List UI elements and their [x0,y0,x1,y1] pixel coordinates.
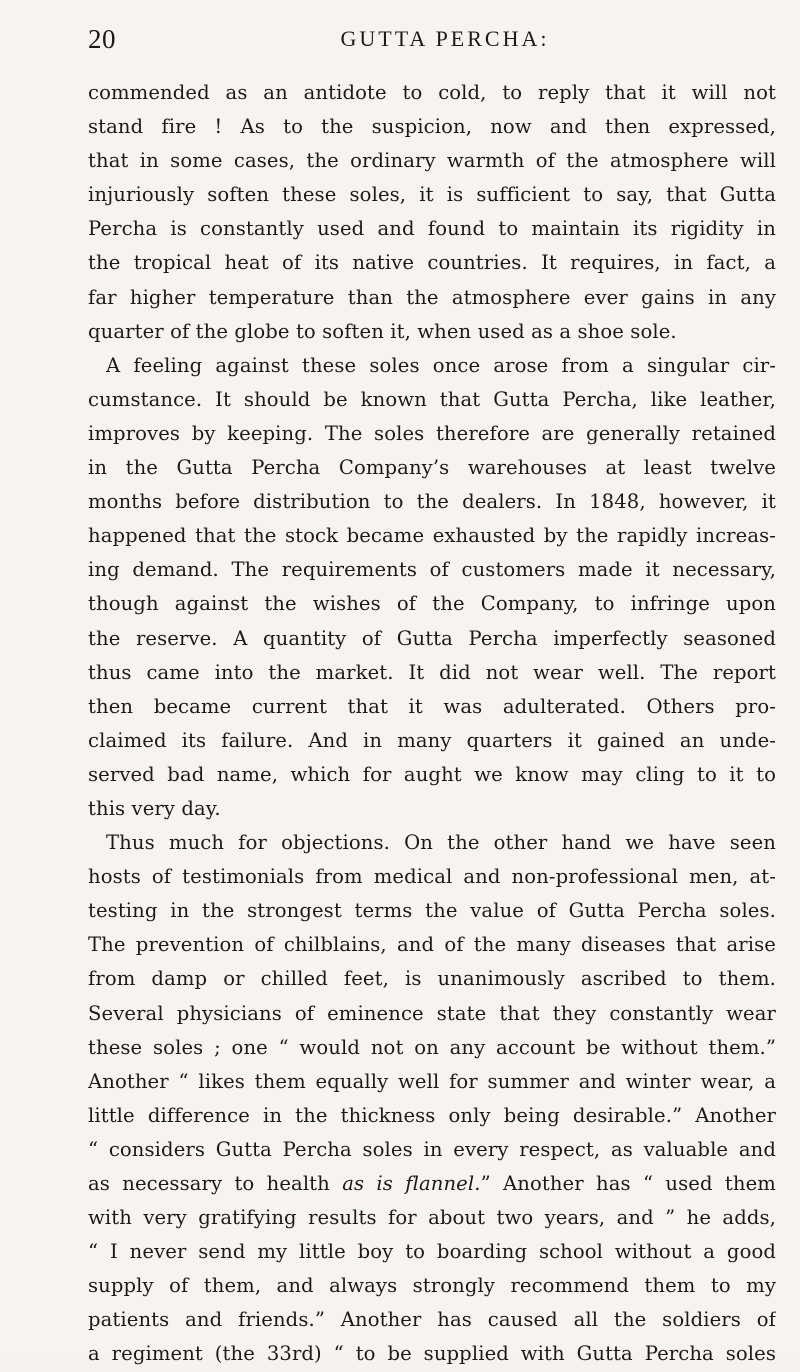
text-line [88,553,776,587]
text-line [88,1031,776,1065]
text-line [88,212,776,246]
text-line [88,1133,776,1167]
running-head [88,24,772,54]
text-line [88,758,776,792]
running-title: GUTTA PERCHA: [340,26,550,51]
page-number: 20 [88,24,116,54]
text-line-content: Another “ likes them equally well for summer and winter wear, a [88,1069,776,1093]
text-line-content: improves by keeping. The soles therefore are generally retained [88,421,776,445]
text-line [88,860,776,894]
text-line-content: served bad name, which for aught we know may cling to it to [88,762,776,786]
text-line [88,1065,776,1099]
text-line [88,451,776,485]
text-line-content: that in some cases, the ordinary warmth of the atmosphere will [88,149,776,173]
text-line [88,690,776,724]
text-line [88,587,776,621]
text-line-content: these soles ; one “ would not on any account be without them.” [88,1035,776,1059]
text-line [88,519,776,553]
text-line-content: Percha is constantly used and found to maintain its rigidity in [88,217,776,241]
body-text [88,76,776,1372]
text-line-content: then became current that it was adulterated. Others pro- [88,694,776,718]
text-line [88,1235,776,1269]
text-line [88,928,776,962]
text-line [88,110,776,144]
text-line-content: from damp or chilled feet, is unanimously ascribed to them. [88,967,776,991]
text-line-content: with very gratifying results for about two years, and ” he adds, [88,1206,776,1230]
text-line [88,724,776,758]
text-line-content: A feeling against these soles once arose from a singular cir- [106,353,776,377]
text-line-content: though against the wishes of the Company, to infringe upon [88,592,776,616]
text-line [88,1201,776,1235]
text-line [88,178,776,212]
text-line-content: The prevention of chilblains, and of the many diseases that arise [88,933,776,957]
text-line [88,315,776,349]
text-line-content: injuriously soften these soles, it is sufficient to say, that Gutta [88,183,776,207]
text-line [88,1303,776,1337]
text-line-content: the tropical heat of its native countries. It requires, in fact, a [88,251,776,275]
text-line [88,1167,776,1201]
text-line [88,656,776,690]
text-line [88,894,776,928]
text-line [88,997,776,1031]
text-line-content: “ considers Gutta Percha soles in every respect, as valuable and [88,1137,776,1161]
text-line [88,349,776,383]
text-line-content: the reserve. A quantity of Gutta Percha imperfectly seasoned [88,626,776,650]
text-line [88,417,776,451]
text-line [88,826,776,860]
text-line [88,246,776,280]
text-line-content: hosts of testimonials from medical and non-professional men, at- [88,865,776,889]
text-line [88,76,776,110]
text-line [88,1099,776,1133]
text-line [88,144,776,178]
text-line-content: in the Gutta Percha Company’s warehouses at least twelve [88,456,776,480]
text-line [88,962,776,996]
text-line [88,622,776,656]
text-line-content: happened that the stock became exhausted by the rapidly increas- [88,524,776,548]
text-line-content: cumstance. It should be known that Gutta Percha, like leather, [88,387,776,411]
text-line-content: “ I never send my little boy to boarding school without a good [88,1240,776,1264]
text-line-content: commended as an antidote to cold, to reply that it will not [88,81,776,104]
text-line-content: patients and friends.” Another has caused all the soldiers of [88,1308,776,1332]
text-line [88,485,776,519]
text-line-content: ing demand. The requirements of customers made it necessary, [88,558,776,582]
italic-phrase: as is flannel. [342,1172,481,1195]
text-line-content: stand fire ! As to the suspicion, now and then expressed, [88,115,776,139]
text-line-content: far higher temperature than the atmosphere ever gains in any [88,285,776,309]
text-line-content: supply of them, and always strongly recommend them to my [88,1274,776,1298]
text-line-content: months before distribution to the dealers. In 1848, however, it [88,490,776,514]
text-line-content: as necessary to health [88,1172,330,1195]
text-line [88,1337,776,1371]
text-line-continuation: ” Another has “ used them [480,1172,776,1195]
text-line [88,281,776,315]
text-line-content: Several physicians of eminence state that they constantly wear [88,1001,776,1025]
text-line-content: testing in the strongest terms the value of Gutta Percha soles. [88,899,776,923]
text-line-content: a regiment (the 33rd) “ to be supplied with Gutta Percha soles [88,1342,776,1366]
text-line-content: quarter of the globe to soften it, when used as a shoe sole. [88,319,677,343]
text-line-content: thus came into the market. It did not wear well. The report [88,660,776,684]
text-line-content: little difference in the thickness only being desirable.” Another [88,1103,776,1127]
text-line-content: Thus much for objections. On the other hand we have seen [106,831,776,855]
text-line [88,383,776,417]
text-line [88,1269,776,1303]
text-line-content: claimed its failure. And in many quarters it gained an unde- [88,728,776,752]
text-line [88,792,776,826]
text-line-content: this very day. [88,796,221,820]
